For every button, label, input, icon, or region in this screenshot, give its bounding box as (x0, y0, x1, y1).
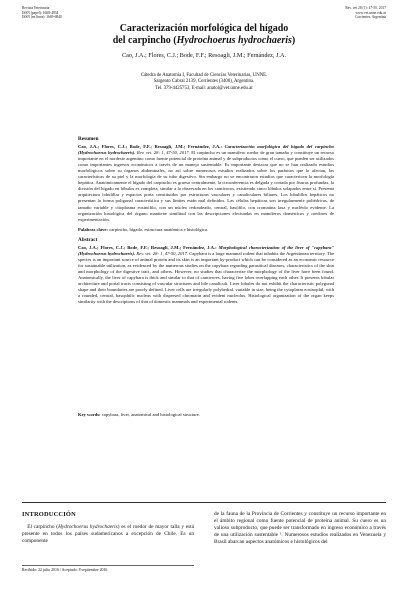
issn-print: ISSN (papel): 1668-4834 (22, 10, 59, 15)
resumen-text (78, 144, 334, 223)
abstract-section (78, 237, 334, 306)
intro-column-right (214, 511, 386, 546)
intro-heading: INTRODUCCIÓN (22, 511, 76, 518)
abstract-heading: Abstract (78, 237, 98, 243)
resumen-heading: Resumen (78, 136, 99, 142)
title-species: Hydrochoerus hydrochaeris (176, 34, 292, 46)
affiliation-address: Sargento Cabral 2139, Corrientes (3400), Argentina. (153, 79, 255, 85)
title-line-2-post: ) (291, 34, 296, 46)
journal-url: www.vet.unne.edu.ar (355, 10, 386, 15)
intro-column-left (22, 511, 194, 545)
title-line-1: Caracterización morfológica del hígado (119, 23, 289, 34)
keywords-en-text: capybara, liver, anatomical and histological structure. (101, 412, 201, 417)
author-list: Cao, J.A.; Flores, C.J.; Bode, F.F.; Resoagli, J.M.; Fernández, J.A. (121, 52, 286, 59)
title-line-2-pre: del carpincho ( (112, 34, 177, 46)
resumen-cite-title: Caracterización morfológica del hígado del carpincho (Hydrochoerus hydrochaeris). (78, 144, 334, 156)
keywords-en (78, 412, 334, 418)
journal-header-right (345, 6, 386, 20)
resumen-cite-ref: Rev. vet. 28: 1, 47-50, 2017. (136, 150, 190, 156)
journal-location: Corrientes, Argentina (355, 15, 386, 20)
intro-left-pre: El carpincho ( (27, 524, 59, 531)
resumen-cite-authors: Cao, J.A.; Flores, C.J.; Bode, F.F.; Resoagli, J.M.; Fernández, J.A.: (78, 144, 222, 150)
affiliation (30, 73, 378, 92)
section-divider (22, 502, 386, 503)
affiliation-department: Cátedra de Anatomía I, Facultad de Ciencias Veterinarias, UNNE. (140, 73, 268, 78)
journal-header-left (22, 6, 62, 20)
journal-name: Revista Veterinaria (22, 6, 50, 10)
issn-online: ISSN (en línea): 1669-6840 (22, 15, 62, 20)
received-dates: Recibido: 22 julio 2016 / Aceptado: 8 septiembre 2016 (22, 565, 194, 572)
abstract-cite-authors: Cao, J.A.; Flores, C.J.; Bode, F.F.; Resoagli, J.M.; Fernández, J.A.: (78, 245, 217, 251)
affiliation-contact: Tel. 379-4425753, E-mail: anatol@vet.unne.edu.ar (155, 85, 253, 91)
keywords-es-label: Palabras clave: (78, 227, 108, 232)
title-line-2 (30, 35, 378, 47)
keywords-es-text: carpincho, hígado, estructura anatómica e histológica. (109, 227, 209, 232)
resumen-section (78, 136, 334, 223)
intro-paragraph-right: de la fauna de la Provincia de Corrientes y constituye un recurso importante en el ámbito regional como fuente potencial de proteína animal. Su cuero es un valioso subproducto, que puede ser transformado en ingreso económico a través de una utilización sustentable ¹. Numerosos estudios realizados en Venezuela y Brasil abarcan aspectos anatómicos e histológicos del (214, 511, 386, 546)
abstract-cite-title: Morphological characterization of the liver of "capybara" (Hydrochoerus hydrochaeris). (78, 245, 334, 257)
intro-left-post: ) es el roedor de mayor talla y está presente en todos los países sudamericanos a excepción de Chile. Es un componente (22, 524, 194, 545)
intro-species: Hydrochoerus hydrochaeris (58, 524, 118, 531)
abstract-body: Capybara is a large mammal rodent that inhabits the Argentinean territory. The species is an important source of animal protein and its skin is an important by-product which can be considered as an economic resource for sustainable utilization, as evidenced by the numerous studies on the capybara regarding parasitical diseases, characteristics of the skin and morphology of the digestive tract, and others. However, no studies that characterize the morphology of the liver have been found. Anatomically, the liver of capybara is thick and similar to that of carnivores, having five lobes overlapping each other. It presents lobular architecture and portal tracts consisting of vascular structures and bile canaliculi. Liver lobules do not exhibit the characteristic polygonal shape and their boundaries are poorly defined. Liver cells are irregularly polyhedral, variable in size, being the cytoplasm eosinophil, with a rounded, central, basophilic nucleus with dispersed chromatin and evident nucleolus. Histological organization of the organ keeps similarity with the descriptions of that of domestic mammals and experimental rodents. (78, 251, 335, 305)
journal-citation: Rev. vet 28 (1): 47-50, 2017 (345, 6, 386, 10)
resumen-body: El carpincho es un mamífero roedor de gran tamaño y constituye un recurso importante en el nordeste argentino como fuente potencial de proteína animal y de subproductos como el cuero, que pueden ser utilizados como importantes ingresos económicos a través de un manejo sustentable. Es importante destacar que no se han realizado estudios morfológicos sobre su órganos abdominales, no así sobre numerosos estudios realizados sobre los parásitos que lo afectan, las características de su piel y la morfología de su tubo digestivo. Sin embargo no se encontraron estudios que caractericen la morfología hepática. Anatómicamente el hígado del carpincho es grueso centralmente, la circunferencia es delgada y cortada por fisuras profundas, la división del hígado en lóbulos es completa, similar a la observada en los carnívoros, existiendo cinco lóbulos solapados entre sí. Presenta arquitectura lobulillar y espacios porta constituidos por estructuras vasculares y canaliculares biliares. Los lobulillos hepáticos no presentan la forma poligonal característica y sus límites están mal definidos. Las células hepáticas son irregularmente poliédricas, de tamaño variable y citoplasma eosinófilo, con un núcleo redondeado, central, basófilo, con cromatina laxa y nucléolo evidente. La organización histológica del órgano mantiene similitud con las descripciones efectuadas en mamíferos domésticos y roedores de experimentación. (78, 150, 334, 222)
abstract-cite-ref: Rev. vet. 28: 1, 47-50, 2017. (136, 251, 189, 257)
article-title (30, 23, 378, 46)
intro-paragraph-left (22, 524, 194, 545)
keywords-en-label: Key words: (78, 412, 101, 417)
abstract-text (78, 245, 334, 305)
keywords-es (78, 227, 334, 233)
